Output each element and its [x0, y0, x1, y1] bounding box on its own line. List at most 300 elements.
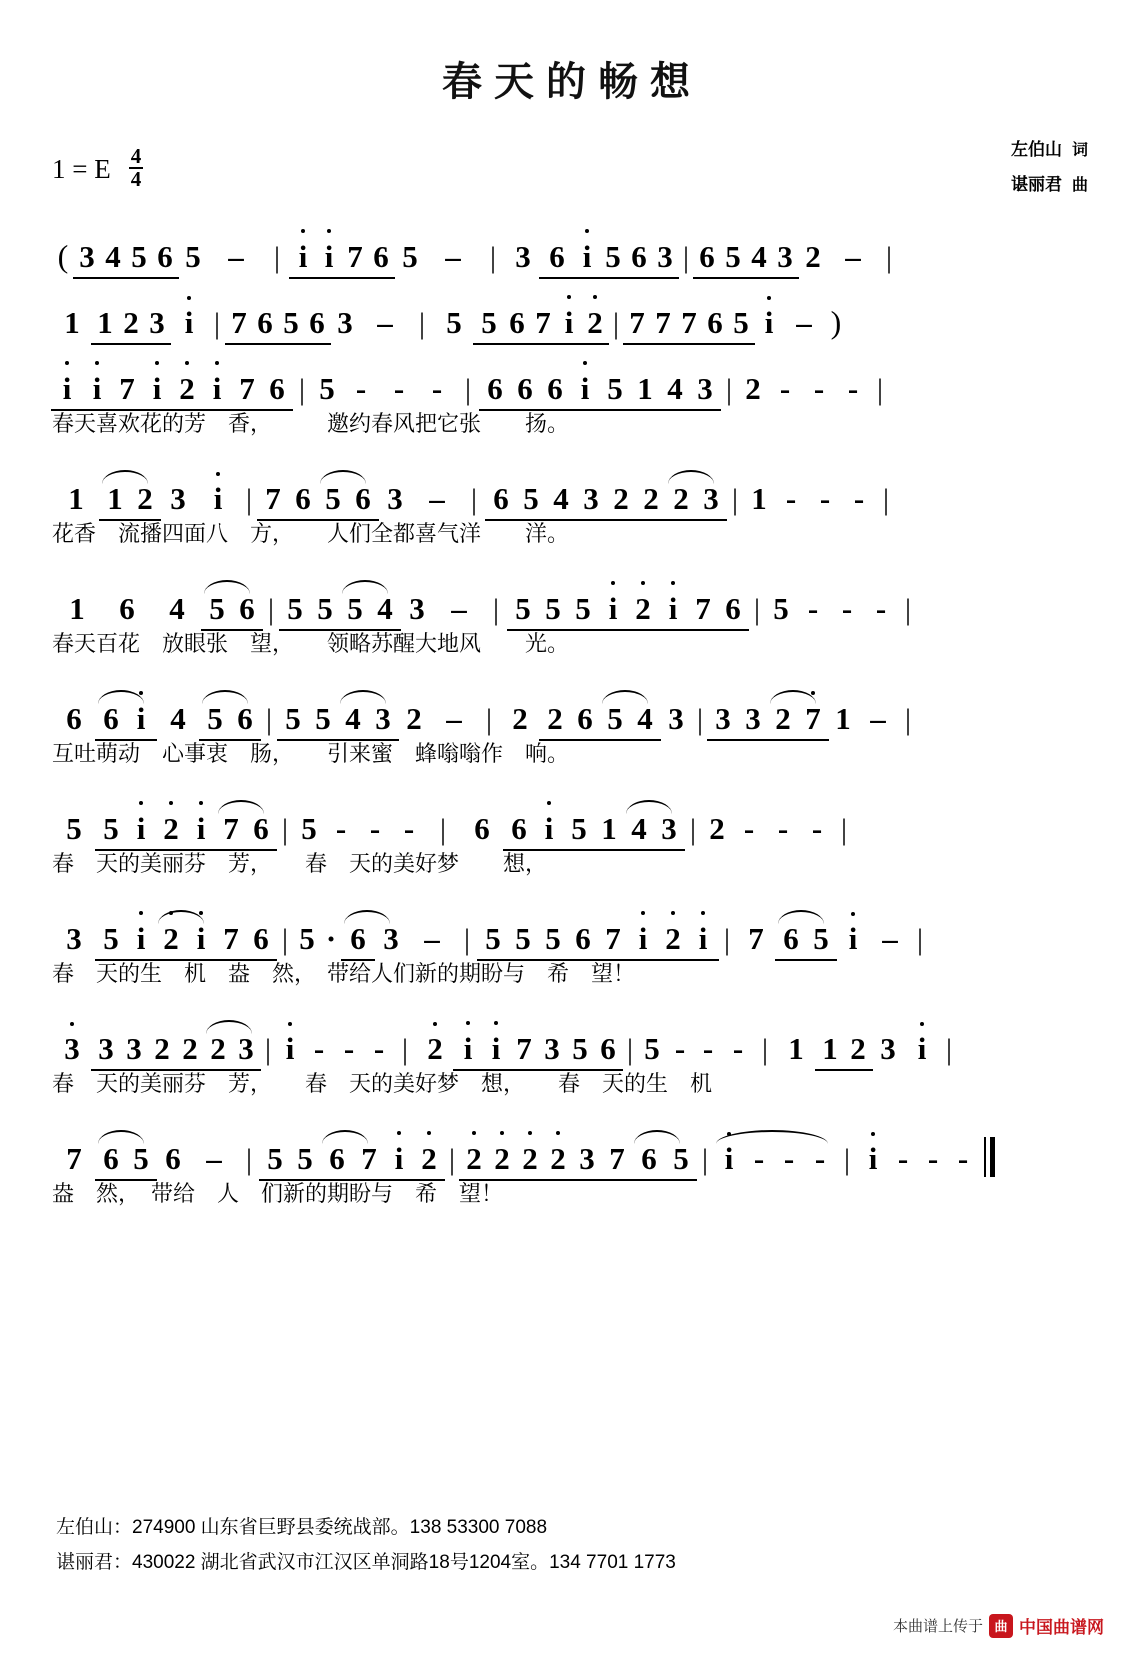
note-token: - [819, 481, 831, 516]
note-token: 1 [594, 811, 624, 847]
note-token: 5 [474, 305, 504, 341]
note-token: i [186, 921, 216, 957]
barline: | [489, 241, 496, 274]
note-token: - [373, 1031, 385, 1066]
barline: | [945, 1033, 952, 1066]
note-token: - [875, 591, 887, 626]
site-name-link[interactable]: 中国曲谱网 [1019, 1618, 1104, 1637]
note-token: 3 [708, 701, 738, 737]
note-token: i [482, 1031, 510, 1067]
note-token: i [454, 1031, 482, 1067]
note-token: 7 [602, 1141, 632, 1177]
system-line-6 [0, 897, 1144, 1001]
note-token: - [897, 1141, 909, 1176]
note-token: 6 [232, 591, 262, 627]
barline: | [401, 1033, 408, 1066]
time-signature-denominator: 4 [130, 167, 142, 191]
note-token: 6 [262, 371, 292, 407]
note-token: 7 [112, 371, 142, 407]
lyrics-row: 盎 然， 带给 人 们新的期盼与 希 望！ [52, 1181, 504, 1206]
note-token: i [628, 921, 658, 957]
note-token: i [82, 371, 112, 407]
note-token: 7 [510, 1031, 538, 1067]
note-token: 2 [176, 1031, 204, 1067]
barline: | [448, 1143, 455, 1176]
note-token: 2 [745, 371, 761, 406]
note-token: 5 [340, 591, 370, 627]
note-token: - [431, 371, 443, 406]
note-token: 2 [512, 701, 528, 736]
system-line-2 [0, 457, 1144, 561]
barline: | [761, 1033, 768, 1066]
note-token: i [714, 1141, 744, 1177]
note-token: 6 [320, 1141, 354, 1177]
system-line-7 [0, 1007, 1144, 1111]
barline: | [273, 241, 280, 274]
note-token: - [343, 1031, 355, 1066]
barline: | [916, 923, 923, 956]
note-token: 6 [66, 701, 82, 736]
note-token: i [202, 371, 232, 407]
note-token: - [674, 1031, 686, 1066]
note-token: 2 [582, 305, 608, 341]
note-token: 7 [342, 239, 368, 275]
note-token: 6 [504, 305, 530, 341]
system-line-1 [0, 347, 1144, 451]
note-token: - [743, 811, 755, 846]
note-token: 7 [676, 305, 702, 341]
note-token: i [290, 239, 316, 275]
note-token: 5 [508, 921, 538, 957]
note-token: i [52, 371, 82, 407]
note-token: 5 [566, 1031, 594, 1067]
note-token: 5 [200, 701, 230, 737]
notes-row [52, 347, 1092, 407]
notes-row [52, 1117, 1092, 1177]
note-token: 6 [486, 481, 516, 517]
note-token: – [845, 239, 861, 274]
note-token: 1 [835, 701, 851, 736]
note-token: - [853, 481, 865, 516]
time-signature [129, 146, 144, 190]
note-token: – [206, 1141, 222, 1176]
note-token: i [142, 371, 172, 407]
credits-block [1011, 133, 1088, 203]
barline: | [843, 1143, 850, 1176]
note-token: 6 [510, 371, 540, 407]
note-token: - [313, 1031, 325, 1066]
note-token: 5 [308, 701, 338, 737]
note-token: 5 [666, 1141, 696, 1177]
note-token: 7 [530, 305, 556, 341]
note-token: – [445, 239, 461, 274]
note-token: 5 [278, 701, 308, 737]
lyrics-row: 春 天的美丽芬 芳， 春 天的美好梦 想， [52, 851, 548, 876]
note-token: – [870, 701, 886, 736]
note-token: 5 [318, 481, 348, 517]
note-token: 5 [478, 921, 508, 957]
note-token: 2 [118, 305, 144, 341]
note-token: 7 [688, 591, 718, 627]
note-token: 6 [246, 921, 276, 957]
note-token: i [836, 921, 870, 957]
music-systems [0, 215, 1144, 1221]
note-token: 5 [600, 371, 630, 407]
note-token: - [753, 1141, 765, 1176]
barline: | [696, 703, 703, 736]
note-token: 2 [768, 701, 798, 737]
note-token: 2 [488, 1141, 516, 1177]
note-token: - [785, 481, 797, 516]
contact-footer [56, 1510, 676, 1580]
notes-row [52, 281, 1092, 341]
note-token: 5 [568, 591, 598, 627]
note-token: – [377, 305, 393, 340]
note-token: 3 [652, 239, 678, 275]
note-token: 7 [798, 701, 828, 737]
note-token: 2 [460, 1141, 488, 1177]
note-token: 3 [880, 1031, 896, 1066]
note-token: 6 [632, 1141, 666, 1177]
barline: | [439, 813, 446, 846]
system-line-4 [0, 677, 1144, 781]
barline: | [904, 703, 911, 736]
note-token: 3 [92, 1031, 120, 1067]
note-token: 5 [260, 1141, 290, 1177]
barline: | [904, 593, 911, 626]
site-credit-prefix: 本曲谱上传于 [892, 1618, 983, 1635]
barline: | [213, 307, 220, 340]
note-token: 6 [348, 481, 378, 517]
note-token: - [957, 1141, 969, 1176]
note-token: - [927, 1141, 939, 1176]
note-token: 6 [568, 921, 598, 957]
barline: | [265, 703, 272, 736]
note-token: i [658, 591, 688, 627]
barline: | [682, 241, 689, 274]
note-token: 6 [304, 305, 330, 341]
note-token: i [126, 701, 156, 737]
notes-row [52, 457, 1092, 517]
note-token: i [276, 1031, 304, 1067]
lyrics-row: 花香 流播四面八 方， 人们全都喜气洋 洋。 [52, 521, 570, 546]
barline: | [725, 373, 732, 406]
credit-composer-name: 谌丽君 [1010, 174, 1062, 194]
note-token: 5 [185, 239, 201, 274]
note-token: i [534, 811, 564, 847]
note-token: - [369, 811, 381, 846]
note-token: - [783, 1141, 795, 1176]
credit-composer-role: 曲 [1071, 176, 1088, 194]
note-token: 1 [816, 1031, 844, 1067]
note-token: 7 [66, 1141, 82, 1176]
note-token: 6 [119, 591, 135, 626]
note-token: 2 [414, 1141, 444, 1177]
note-token: 5 [278, 305, 304, 341]
final-barline [984, 1137, 996, 1177]
note-token: 6 [96, 1141, 126, 1177]
lyrics-row: 春天喜欢花的芳 香， 邀约春风把它张 扬。 [52, 411, 570, 436]
note-token: 5 [96, 811, 126, 847]
note-token: 5 [720, 239, 746, 275]
note-token: 3 [538, 1031, 566, 1067]
note-token: 6 [288, 481, 318, 517]
note-token: 3 [409, 591, 425, 626]
note-token: - [779, 371, 791, 406]
note-token: 3 [654, 811, 684, 847]
note-token: 3 [668, 701, 684, 736]
note-token: 2 [666, 481, 696, 517]
note-token: 6 [152, 239, 178, 275]
note-token: 5 [66, 811, 82, 846]
note-token: 2 [172, 371, 202, 407]
note-token: 3 [515, 239, 531, 274]
note-token: 4 [100, 239, 126, 275]
note-token: 5 [96, 921, 126, 957]
note-token: 4 [746, 239, 772, 275]
barline: | [492, 593, 499, 626]
note-token: 5 [446, 305, 462, 340]
system-intro-2 [0, 281, 1144, 341]
lyrics-row: 互吐萌动 心事衷 肠， 引来蜜 蜂嗡嗡作 响。 [52, 741, 570, 766]
note-token: 5 [600, 701, 630, 737]
note-token: 5 [644, 1031, 660, 1066]
note-token: 5 [299, 921, 315, 956]
note-token: 2 [544, 1141, 572, 1177]
notes-row [52, 677, 1092, 737]
note-token: · [325, 921, 337, 956]
note-token: 7 [258, 481, 288, 517]
note-token: 2 [416, 1031, 454, 1067]
note-token: 7 [232, 371, 262, 407]
barline: | [689, 813, 696, 846]
contact-line-composer: 谌丽君：430022 湖北省武汉市江汉区单洞路18号1204室。134 7701 1773 [56, 1551, 676, 1573]
note-token: 2 [540, 701, 570, 737]
note-token: – [429, 481, 445, 516]
score-metadata [0, 125, 1144, 211]
note-token: 3 [690, 371, 720, 407]
notes-row [52, 787, 1092, 847]
note-token: – [424, 921, 440, 956]
note-token: 1 [92, 305, 118, 341]
note-token: 1 [630, 371, 660, 407]
note-token: - [393, 371, 405, 406]
note-token: 6 [480, 371, 510, 407]
barline: | [626, 1033, 633, 1066]
note-token: 3 [66, 921, 82, 956]
note-token: – [451, 591, 467, 626]
note-token: - [841, 591, 853, 626]
note-token: – [228, 239, 244, 274]
note-token: 6 [504, 811, 534, 847]
note-token: 5 [538, 591, 568, 627]
barline: | [264, 1033, 271, 1066]
note-token: 3 [120, 1031, 148, 1067]
note-token: 3 [576, 481, 606, 517]
note-token: 5 [600, 239, 626, 275]
barline: | [470, 483, 477, 516]
barline: | [245, 1143, 252, 1176]
note-token: - [811, 811, 823, 846]
barline: | [882, 483, 889, 516]
barline: | [701, 1143, 708, 1176]
note-token: – [446, 701, 462, 736]
system-intro-1 [0, 215, 1144, 275]
note-token: - [807, 591, 819, 626]
notes-row [52, 567, 1092, 627]
note-token: 2 [148, 1031, 176, 1067]
note-token: i [570, 371, 600, 407]
note-token: 6 [702, 305, 728, 341]
note-token: i [126, 921, 156, 957]
note-token: 4 [546, 481, 576, 517]
note-token: i [170, 305, 208, 341]
note-token: 5 [516, 481, 546, 517]
contact-line-lyricist: 左伯山：274900 山东省巨野县委统战部。138 53300 7088 [56, 1516, 548, 1538]
note-token: 5 [402, 239, 418, 274]
note-token: i [384, 1141, 414, 1177]
note-token: 5 [728, 305, 754, 341]
note-token: i [858, 1141, 888, 1177]
note-token: 2 [156, 811, 186, 847]
note-token: - [702, 1031, 714, 1066]
note-token: 4 [338, 701, 368, 737]
note-token: 6 [776, 921, 806, 957]
note-token: 5 [290, 1141, 320, 1177]
note-token: 5 [564, 811, 594, 847]
note-token: - [732, 1031, 744, 1066]
barline: | [731, 483, 738, 516]
note-token: - [847, 371, 859, 406]
system-line-5 [0, 787, 1144, 891]
note-token: 2 [406, 701, 422, 736]
note-token: 3 [738, 701, 768, 737]
barline: | [612, 307, 619, 340]
note-token: 3 [52, 1031, 92, 1067]
note-token: 6 [718, 591, 748, 627]
note-token: 6 [594, 1031, 622, 1067]
note-token: 3 [383, 921, 399, 956]
note-token: 4 [630, 701, 660, 737]
note-token: i [754, 305, 784, 341]
note-token: 7 [354, 1141, 384, 1177]
barline: | [418, 307, 425, 340]
barline: | [885, 241, 892, 274]
note-token: 6 [694, 239, 720, 275]
note-token: 1 [100, 481, 130, 517]
lyrics-row: 春 天的美丽芬 芳， 春 天的美好梦 想， 春 天的生 机 [52, 1071, 713, 1096]
barline: | [840, 813, 847, 846]
note-token: 1 [68, 481, 84, 516]
note-token: 3 [572, 1141, 602, 1177]
note-token: 2 [130, 481, 160, 517]
note-token: - [814, 1141, 826, 1176]
note-token: 6 [540, 371, 570, 407]
barline: | [281, 813, 288, 846]
note-token: 5 [319, 371, 335, 406]
note-token: 2 [606, 481, 636, 517]
note-token: 1 [64, 305, 80, 340]
note-token: 7 [624, 305, 650, 341]
note-token: – [882, 921, 898, 956]
note-token: 3 [368, 701, 398, 737]
barline: | [245, 483, 252, 516]
note-token: 6 [626, 239, 652, 275]
note-token: 3 [387, 481, 403, 516]
note-token: 1 [788, 1031, 804, 1066]
note-token: 4 [624, 811, 654, 847]
note-token: i [126, 811, 156, 847]
note-token: 6 [96, 701, 126, 737]
note-token: i [598, 591, 628, 627]
note-token: 2 [844, 1031, 872, 1067]
barline: | [464, 373, 471, 406]
notes-row [52, 215, 1092, 275]
note-token: 2 [204, 1031, 232, 1067]
note-token: 7 [216, 921, 246, 957]
note-token: 4 [370, 591, 400, 627]
note-token: - [335, 811, 347, 846]
note-token: 4 [169, 591, 185, 626]
barline: | [267, 593, 274, 626]
note-token: 7 [748, 921, 764, 956]
lyrics-row: 春 天的生 机 盎 然， 带给人们新的期盼与 希 望！ [52, 961, 636, 986]
system-line-3 [0, 567, 1144, 671]
note-token: 6 [368, 239, 394, 275]
credit-composer [1011, 168, 1088, 203]
note-token: 3 [232, 1031, 260, 1067]
note-token: 3 [144, 305, 170, 341]
notes-row [52, 1007, 1092, 1067]
note-token: i [196, 481, 240, 517]
note-token: 7 [598, 921, 628, 957]
note-token: 2 [156, 921, 186, 957]
note-token: 4 [660, 371, 690, 407]
note-token: - [777, 811, 789, 846]
note-token: 7 [226, 305, 252, 341]
note-token: 1 [751, 481, 767, 516]
note-token: 5 [126, 1141, 156, 1177]
note-token: 6 [474, 811, 490, 846]
note-token: 2 [628, 591, 658, 627]
note-token: i [574, 239, 600, 275]
note-token: i [186, 811, 216, 847]
note-token: 3 [170, 481, 186, 516]
note-token: – [796, 305, 812, 340]
page-title: 春天的畅想 [442, 59, 702, 104]
note-token: 6 [252, 305, 278, 341]
barline: | [463, 923, 470, 956]
note-token: 5 [310, 591, 340, 627]
note-token: ) [830, 304, 842, 340]
key-signature-text: 1 = E [52, 153, 111, 184]
note-token: i [904, 1031, 940, 1067]
note-token: 5 [538, 921, 568, 957]
note-token: 3 [74, 239, 100, 275]
note-token: 6 [165, 1141, 181, 1176]
barline: | [876, 373, 883, 406]
note-token: ( [57, 238, 69, 274]
note-token: 5 [508, 591, 538, 627]
note-token: 2 [516, 1141, 544, 1177]
note-token: 2 [636, 481, 666, 517]
credit-lyricist-role: 词 [1071, 142, 1088, 159]
note-token: 5 [806, 921, 836, 957]
lyrics-row: 春天百花 放眼张 望， 领略苏醒大地风 光。 [52, 631, 570, 656]
barline: | [485, 703, 492, 736]
note-token: 5 [280, 591, 310, 627]
note-token: 2 [805, 239, 821, 274]
